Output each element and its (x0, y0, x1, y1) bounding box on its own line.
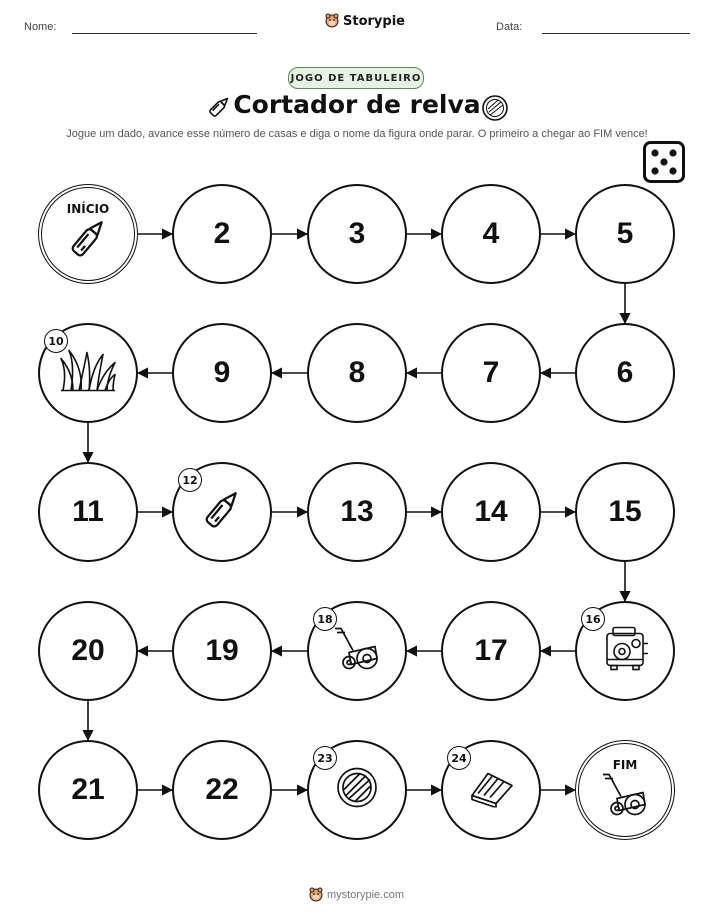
cell-number: 7 (482, 356, 500, 389)
board-cell-11 (38, 462, 138, 562)
cell-number: 22 (205, 773, 239, 806)
board-cell-inicio (38, 184, 138, 284)
utility-knife-icon (197, 485, 247, 540)
cell-number: 2 (213, 217, 231, 250)
board-cell-7 (441, 323, 541, 423)
cell-number: 17 (474, 634, 508, 667)
towel-icon (466, 768, 516, 813)
cell-number: 20 (71, 634, 105, 667)
cell-label: INÍCIO (66, 202, 110, 216)
name-label: Nome: (24, 21, 57, 33)
lawn-mower-icon (599, 771, 651, 824)
board-cell-5 (575, 184, 675, 284)
cell-number: 14 (474, 495, 508, 528)
cell-number: 8 (348, 356, 366, 389)
cell-number: 15 (608, 495, 642, 528)
cell-number: 5 (616, 217, 634, 250)
grass-icon (59, 349, 117, 398)
cell-number-tag: 10 (44, 329, 68, 353)
board-cell-2 (172, 184, 272, 284)
page-title: Cortador de relva (233, 90, 481, 119)
cell-number: 9 (213, 356, 231, 389)
cell-number-tag: 12 (178, 468, 202, 492)
lawn-mower-icon (331, 625, 383, 678)
board-cell-21 (38, 740, 138, 840)
board-cell-6 (575, 323, 675, 423)
board-cell-3 (307, 184, 407, 284)
cell-number: 19 (205, 634, 239, 667)
cell-number: 11 (72, 495, 104, 528)
cell-number-tag: 18 (313, 607, 337, 631)
board-cell-8 (307, 323, 407, 423)
board-cell-13 (307, 462, 407, 562)
board-cell-14 (441, 462, 541, 562)
cell-number: 3 (348, 217, 366, 250)
brand-name: Storypie (343, 13, 405, 29)
engine-icon (600, 624, 650, 679)
cell-number: 21 (71, 773, 105, 806)
cell-number-tag: 16 (581, 607, 605, 631)
board-cell-9 (172, 323, 272, 423)
cell-number: 4 (482, 217, 500, 250)
board-cell-22 (172, 740, 272, 840)
game-type-badge: JOGO DE TABULEIRO (288, 67, 424, 89)
cell-number-tag: 23 (313, 746, 337, 770)
board-cell-fim (575, 740, 675, 840)
storypie-mascot-icon (309, 887, 323, 903)
cell-number: 13 (340, 495, 374, 528)
cell-number-tag: 24 (447, 746, 471, 770)
cell-number: 6 (616, 356, 634, 389)
footer-url: mystorypie.com (327, 889, 405, 901)
cell-label: FIM (612, 758, 638, 772)
board-cell-19 (172, 601, 272, 701)
instructions: Jogue um dado, avance esse número de casas e diga o nome da figura onde parar. O primeiro a chegar ao FIM vence! (66, 128, 648, 140)
wood-log-icon (335, 766, 379, 815)
board-cell-15 (575, 462, 675, 562)
footer (309, 887, 404, 903)
date-label: Data: (496, 21, 523, 33)
utility-knife-icon (63, 214, 113, 269)
board-cell-17 (441, 601, 541, 701)
board-cell-4 (441, 184, 541, 284)
board-cell-20 (38, 601, 138, 701)
